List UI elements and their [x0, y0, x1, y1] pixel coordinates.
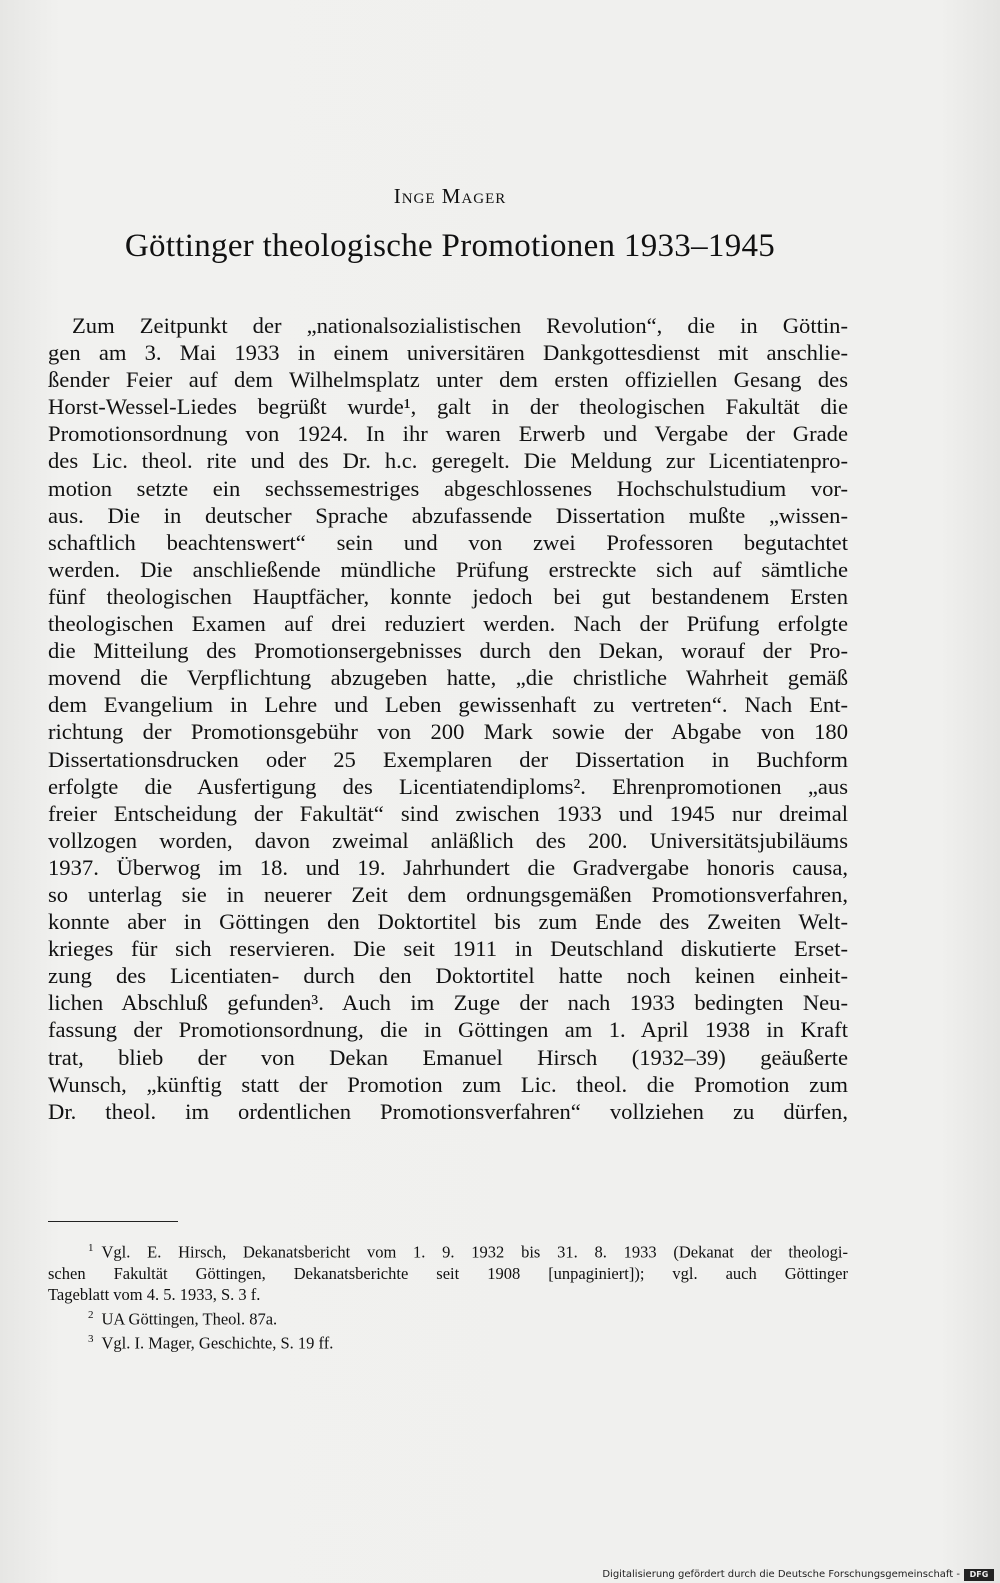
footnote-1-continued: schen Fakultät Göttingen, Dekanatsberichte seit 1908 [unpaginiert]); vgl. auch Göttinger — [48, 1263, 848, 1283]
text-line: Dissertationsdrucken oder 25 Exemplaren der Dissertation in Buchform — [48, 746, 848, 772]
text-line: aus. Die in deutscher Sprache abzufassende Dissertation mußte „wissen- — [48, 502, 848, 528]
footnote-mark: 1 — [88, 1242, 94, 1254]
footnote-separator — [48, 1221, 178, 1222]
text-line: konnte aber in Göttingen den Doktortitel bis zum Ende des Zweiten Welt- — [48, 909, 848, 935]
digitization-credit: Digitalisierung gefördert durch die Deutsche Forschungsgemeinschaft - — [602, 1569, 960, 1580]
text-line: movend die Verpflichtung abzugeben hatte, „die christliche Wahrheit gemäß — [48, 665, 848, 691]
text-line: zung des Licentiaten- durch den Doktortitel hatte noch keinen einheit- — [48, 963, 848, 989]
text-line: gen am 3. Mai 1933 in einem universitären Dankgottesdienst mit anschlie- — [48, 340, 848, 366]
text-line: ßender Feier auf dem Wilhelmsplatz unter dem ersten offiziellen Gesang des — [48, 367, 848, 393]
footnotes — [48, 1238, 848, 1354]
text-line: Promotionsordnung von 1924. In ihr waren Erwerb und Vergabe der Grade — [48, 421, 848, 447]
footnote-1-continued: Tageblatt vom 4. 5. 1933, S. 3 f. — [48, 1284, 261, 1304]
footnote-text: Vgl. E. Hirsch, Dekanatsbericht vom 1. 9. 1932 bis 31. 8. 1933 (Dekanat der theologi- — [101, 1242, 848, 1262]
author-name: Inge Mager — [393, 184, 507, 208]
text-line: Zum Zeitpunkt der „nationalsozialistischen Revolution“, die in Göttin- — [72, 313, 848, 338]
text-line: theologischen Examen auf drei reduziert werden. Nach der Prüfung erfolgte — [48, 611, 848, 637]
text-line: Wunsch, „künftig statt der Promotion zum Lic. theol. die Promotion zum — [48, 1071, 848, 1097]
footnote-text: UA Göttingen, Theol. 87a. — [101, 1309, 278, 1328]
text-line: lichen Abschluß gefunden³. Auch im Zuge der nach 1933 bedingten Neu- — [48, 990, 848, 1016]
footnote-1 — [48, 1238, 848, 1263]
text-line: des Lic. theol. rite und des Dr. h.c. geregelt. Die Meldung zur Licentiatenpro- — [48, 448, 848, 474]
chapter-title: Göttinger theologische Promotionen 1933–1945 — [124, 228, 776, 264]
footnote-2 — [48, 1305, 848, 1330]
dfg-logo: DFG — [964, 1569, 994, 1581]
text-line: trat, blieb der von Dekan Emanuel Hirsch (1932–39) geäußerte — [48, 1044, 848, 1070]
text-line: werden. Die anschließende mündliche Prüfung erstreckte sich auf sämtliche — [48, 556, 848, 582]
text-line: fassung der Promotionsordnung, die in Göttingen am 1. April 1938 in Kraft — [48, 1017, 848, 1043]
text-line: motion setzte ein sechssemestriges abgeschlossenes Hochschulstudium vor- — [48, 475, 848, 501]
footnote-mark: 3 — [88, 1333, 94, 1345]
text-line: fünf theologischen Hauptfächer, konnte jedoch bei gut bestandenem Ersten — [48, 583, 848, 609]
text-line: richtung der Promotionsgebühr von 200 Mark sowie der Abgabe von 180 — [48, 719, 848, 745]
text-line: die Mitteilung des Promotionsergebnisses durch den Dekan, worauf der Pro- — [48, 638, 848, 664]
footnote-3 — [48, 1329, 848, 1354]
footnote-mark: 2 — [88, 1308, 94, 1321]
text-line: schaftlich beachtenswert“ sein und von zwei Professoren begutachtet — [48, 529, 848, 555]
footnote-text: Vgl. I. Mager, Geschichte, S. 19 ff. — [101, 1333, 334, 1353]
text-line: freier Entscheidung der Fakultät“ sind zwischen 1933 und 1945 nur dreimal — [48, 800, 848, 826]
text-line: Dr. theol. im ordentlichen Promotionsverfahren“ vollziehen zu dürfen, — [48, 1098, 848, 1124]
text-line: krieges für sich reservieren. Die seit 1911 in Deutschland diskutierte Erset- — [48, 936, 848, 962]
text-line: Horst-Wessel-Liedes begrüßt wurde¹, galt in der theologischen Fakultät die — [48, 394, 848, 420]
text-line: dem Evangelium in Lehre und Leben gewissenhaft zu vertreten“. Nach Ent- — [48, 692, 848, 718]
text-line: erfolgte die Ausfertigung des Licentiatendiploms². Ehrenpromotionen „aus — [48, 773, 848, 799]
text-line: so unterlag sie in neuerer Zeit dem ordnungsgemäßen Promotionsverfahren, — [48, 881, 848, 907]
text-line: 1937. Überwog im 18. und 19. Jahrhundert die Gradvergabe honoris causa, — [48, 854, 848, 880]
body-text — [48, 312, 848, 1125]
text-line: vollzogen worden, davon zweimal anläßlich des 200. Universitätsjubiläums — [48, 827, 848, 853]
